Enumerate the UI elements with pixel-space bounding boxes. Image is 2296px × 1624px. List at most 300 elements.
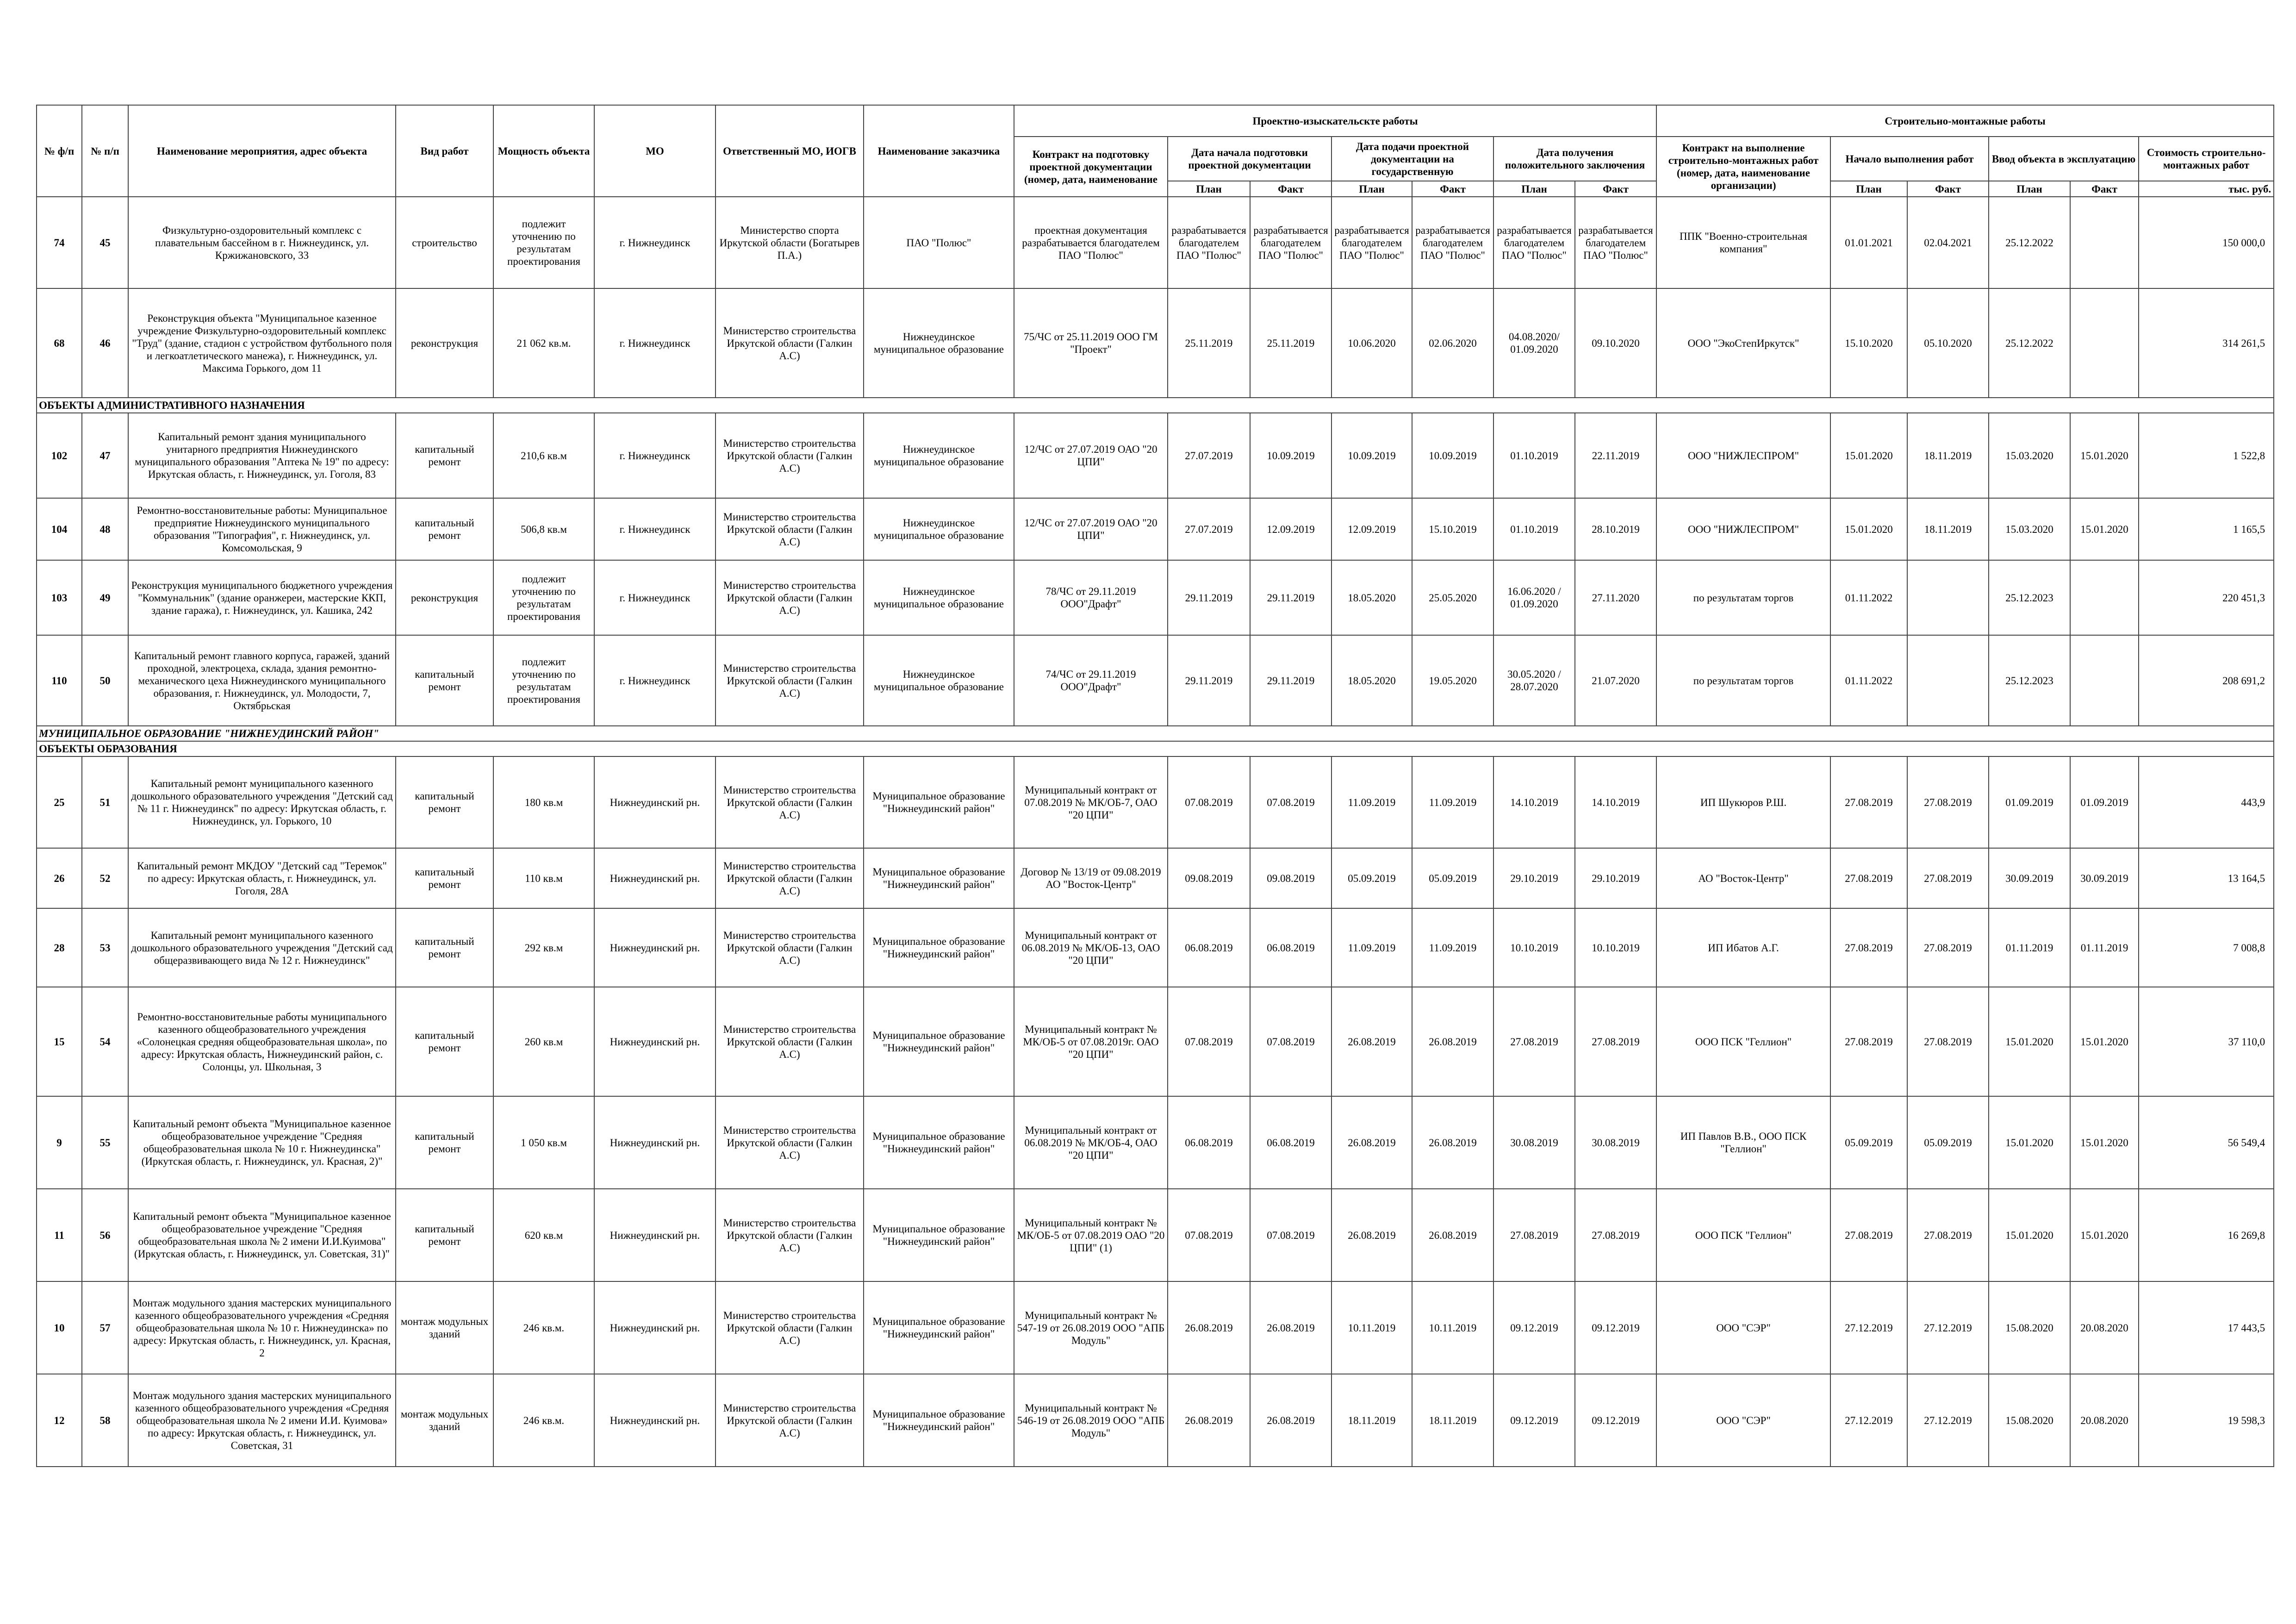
table-row xyxy=(37,413,2274,498)
commission-plan: 15.08.2020 xyxy=(1989,1374,2070,1467)
design-contract: Муниципальный контракт от 06.08.2019 № МК/ОБ-4, ОАО "20 ЦПИ" xyxy=(1014,1096,1168,1189)
row-np: 53 xyxy=(82,908,128,987)
customer: Нижнеудинское муниципальное образование xyxy=(864,413,1014,498)
commission-fact: 15.01.2020 xyxy=(2070,987,2139,1096)
submission-fact: 11.09.2019 xyxy=(1412,908,1493,987)
municipality: г. Нижнеудинск xyxy=(594,560,716,635)
design-contract: 12/ЧС от 27.07.2019 ОАО "20 ЦПИ" xyxy=(1014,413,1168,498)
table-row xyxy=(37,987,2274,1096)
cm-start-plan: 15.01.2020 xyxy=(1830,498,1907,560)
header-fact: Факт xyxy=(1907,181,1989,197)
capacity: 620 кв.м xyxy=(493,1189,594,1281)
object-name: Капитальный ремонт объекта "Муниципальное казенное общеобразовательное учреждение "Средняя общеобразовательная школа № 2 имени И.И.Куимова" (Иркутская область, г. Нижнеудинск, ул. Советская, 31)" xyxy=(128,1189,396,1281)
customer: ПАО "Полюс" xyxy=(864,197,1014,288)
work-type: капитальный ремонт xyxy=(396,635,493,726)
object-name: Физкультурно-оздоровительный комплекс с плавательным бассейном в г. Нижнеудинск, ул. Кржижановского, 33 xyxy=(128,197,396,288)
submission-plan: 18.05.2020 xyxy=(1332,635,1412,726)
municipality: Нижнеудинский рн. xyxy=(594,1189,716,1281)
header-design-start: Дата начала подготовки проектной документации xyxy=(1168,137,1332,181)
row-np: 54 xyxy=(82,987,128,1096)
submission-plan: 10.11.2019 xyxy=(1332,1281,1412,1374)
row-np: 56 xyxy=(82,1189,128,1281)
cm-start-plan: 27.12.2019 xyxy=(1830,1374,1907,1467)
commission-plan: 25.12.2022 xyxy=(1989,288,2070,398)
conclusion-plan: 01.10.2019 xyxy=(1493,498,1575,560)
customer: Муниципальное образование "Нижнеудинский район" xyxy=(864,756,1014,848)
municipality: Нижнеудинский рн. xyxy=(594,908,716,987)
design-start-fact: 26.08.2019 xyxy=(1250,1281,1332,1374)
submission-fact: 15.10.2019 xyxy=(1412,498,1493,560)
header-fp: № ф/п xyxy=(37,105,82,197)
header-conclusion: Дата получения положительного заключения xyxy=(1493,137,1656,181)
municipality: Нижнеудинский рн. xyxy=(594,987,716,1096)
responsible: Министерство строительства Иркутской области (Галкин А.С) xyxy=(716,288,864,398)
cm-start-plan: 27.12.2019 xyxy=(1830,1281,1907,1374)
table-row xyxy=(37,197,2274,288)
row-fp: 25 xyxy=(37,756,82,848)
cm-start-fact: 05.10.2020 xyxy=(1907,288,1989,398)
conclusion-fact: 30.08.2019 xyxy=(1575,1096,1656,1189)
design-contract: Муниципальный контракт № 546-19 от 26.08.2019 ООО "АПБ Модуль" xyxy=(1014,1374,1168,1467)
commission-fact: 30.09.2019 xyxy=(2070,848,2139,908)
construction-table xyxy=(36,105,2274,1467)
conclusion-fact: 09.12.2019 xyxy=(1575,1374,1656,1467)
design-contract: проектная документация разрабатывается благодателем ПАО "Полюс" xyxy=(1014,197,1168,288)
conclusion-fact: 10.10.2019 xyxy=(1575,908,1656,987)
submission-plan: 12.09.2019 xyxy=(1332,498,1412,560)
section-row xyxy=(37,398,2274,413)
commission-fact xyxy=(2070,635,2139,726)
conclusion-fact: 27.08.2019 xyxy=(1575,987,1656,1096)
work-type: капитальный ремонт xyxy=(396,908,493,987)
work-type: реконструкция xyxy=(396,560,493,635)
municipality: г. Нижнеудинск xyxy=(594,635,716,726)
submission-fact: 26.08.2019 xyxy=(1412,1096,1493,1189)
row-np: 50 xyxy=(82,635,128,726)
header-fact: Факт xyxy=(1250,181,1332,197)
design-start-plan: 29.11.2019 xyxy=(1168,560,1250,635)
commission-fact xyxy=(2070,288,2139,398)
cost: 1 522,8 xyxy=(2139,413,2274,498)
municipality: Нижнеудинский рн. xyxy=(594,1374,716,1467)
table-row xyxy=(37,1096,2274,1189)
design-contract: Муниципальный контракт от 07.08.2019 № МК/ОБ-7, ОАО "20 ЦПИ" xyxy=(1014,756,1168,848)
customer: Нижнеудинское муниципальное образование xyxy=(864,288,1014,398)
cm-start-fact: 27.08.2019 xyxy=(1907,987,1989,1096)
capacity: 506,8 кв.м xyxy=(493,498,594,560)
design-contract: Муниципальный контракт № МК/ОБ-5 от 07.08.2019 ОАО "20 ЦПИ" (1) xyxy=(1014,1189,1168,1281)
header-group-construction: Строительно-монтажные работы xyxy=(1656,105,2274,137)
row-fp: 9 xyxy=(37,1096,82,1189)
design-start-fact: 26.08.2019 xyxy=(1250,1374,1332,1467)
conclusion-fact: разрабатывается благодателем ПАО "Полюс" xyxy=(1575,197,1656,288)
section-title: МУНИЦИПАЛЬНОЕ ОБРАЗОВАНИЕ "НИЖНЕУДИНСКИЙ РАЙОН" xyxy=(37,726,2274,741)
capacity: 210,6 кв.м xyxy=(493,413,594,498)
submission-plan: 18.11.2019 xyxy=(1332,1374,1412,1467)
table-row xyxy=(37,288,2274,398)
commission-fact xyxy=(2070,560,2139,635)
design-start-plan: 09.08.2019 xyxy=(1168,848,1250,908)
row-fp: 28 xyxy=(37,908,82,987)
cost: 1 165,5 xyxy=(2139,498,2274,560)
header-submission: Дата подачи проектной документации на государственную xyxy=(1332,137,1493,181)
row-np: 45 xyxy=(82,197,128,288)
cm-start-fact: 05.09.2019 xyxy=(1907,1096,1989,1189)
municipality: Нижнеудинский рн. xyxy=(594,1281,716,1374)
cm-start-fact: 27.08.2019 xyxy=(1907,756,1989,848)
cost: 443,9 xyxy=(2139,756,2274,848)
cm-start-plan: 27.08.2019 xyxy=(1830,756,1907,848)
commission-plan: 30.09.2019 xyxy=(1989,848,2070,908)
submission-fact: 05.09.2019 xyxy=(1412,848,1493,908)
design-contract: 74/ЧС от 29.11.2019 ООО"Драфт" xyxy=(1014,635,1168,726)
header-cost: Стоимость строительно-монтажных работ xyxy=(2139,137,2274,181)
table-row xyxy=(37,908,2274,987)
design-contract: Муниципальный контракт № 547-19 от 26.08.2019 ООО "АПБ Модуль" xyxy=(1014,1281,1168,1374)
cm-start-plan: 01.11.2022 xyxy=(1830,560,1907,635)
capacity: подлежит уточнению по результатам проектирования xyxy=(493,560,594,635)
customer: Нижнеудинское муниципальное образование xyxy=(864,498,1014,560)
design-start-fact: 06.08.2019 xyxy=(1250,1096,1332,1189)
work-type: монтаж модульных зданий xyxy=(396,1281,493,1374)
cm-contract: ООО ПСК "Геллион" xyxy=(1656,1189,1830,1281)
cost: 220 451,3 xyxy=(2139,560,2274,635)
row-fp: 10 xyxy=(37,1281,82,1374)
customer: Нижнеудинское муниципальное образование xyxy=(864,560,1014,635)
submission-fact: 02.06.2020 xyxy=(1412,288,1493,398)
design-start-fact: 25.11.2019 xyxy=(1250,288,1332,398)
design-contract: 12/ЧС от 27.07.2019 ОАО "20 ЦПИ" xyxy=(1014,498,1168,560)
responsible: Министерство строительства Иркутской области (Галкин А.С) xyxy=(716,848,864,908)
cost: 19 598,3 xyxy=(2139,1374,2274,1467)
cm-start-plan: 15.01.2020 xyxy=(1830,413,1907,498)
responsible: Министерство строительства Иркутской области (Галкин А.С) xyxy=(716,908,864,987)
row-np: 46 xyxy=(82,288,128,398)
commission-fact: 01.09.2019 xyxy=(2070,756,2139,848)
conclusion-plan: 27.08.2019 xyxy=(1493,1189,1575,1281)
row-fp: 74 xyxy=(37,197,82,288)
responsible: Министерство строительства Иркутской области (Галкин А.С) xyxy=(716,1189,864,1281)
conclusion-fact: 28.10.2019 xyxy=(1575,498,1656,560)
capacity: 180 кв.м xyxy=(493,756,594,848)
cm-contract: ИП Шукюров Р.Ш. xyxy=(1656,756,1830,848)
row-np: 55 xyxy=(82,1096,128,1189)
responsible: Министерство строительства Иркутской области (Галкин А.С) xyxy=(716,560,864,635)
commission-plan: 15.01.2020 xyxy=(1989,1189,2070,1281)
capacity: 1 050 кв.м xyxy=(493,1096,594,1189)
header-group-design: Проектно-изыскательскте работы xyxy=(1014,105,1656,137)
commission-plan: 25.12.2022 xyxy=(1989,197,2070,288)
cm-contract: ИП Павлов В.В., ООО ПСК "Геллион" xyxy=(1656,1096,1830,1189)
design-start-fact: 06.08.2019 xyxy=(1250,908,1332,987)
submission-fact: 10.11.2019 xyxy=(1412,1281,1493,1374)
commission-plan: 01.09.2019 xyxy=(1989,756,2070,848)
row-np: 48 xyxy=(82,498,128,560)
object-name: Ремонтно-восстановительные работы муниципального казенного общеобразовательного учреждения «Солонецкая средняя общеобразовательная школа», по адресу: Иркутская область, Нижнеудинский район, с. Солонцы, ул. Школьная, 3 xyxy=(128,987,396,1096)
header-fact: Факт xyxy=(1575,181,1656,197)
commission-fact: 15.01.2020 xyxy=(2070,1096,2139,1189)
design-start-fact: 09.08.2019 xyxy=(1250,848,1332,908)
municipality: Нижнеудинский рн. xyxy=(594,756,716,848)
commission-plan: 01.11.2019 xyxy=(1989,908,2070,987)
submission-plan: 26.08.2019 xyxy=(1332,987,1412,1096)
municipality: Нижнеудинский рн. xyxy=(594,1096,716,1189)
design-start-fact: 12.09.2019 xyxy=(1250,498,1332,560)
submission-plan: 11.09.2019 xyxy=(1332,908,1412,987)
design-start-plan: 07.08.2019 xyxy=(1168,1189,1250,1281)
section-row xyxy=(37,726,2274,741)
cm-contract: АО "Восток-Центр" xyxy=(1656,848,1830,908)
design-start-fact: 29.11.2019 xyxy=(1250,560,1332,635)
capacity: 110 кв.м xyxy=(493,848,594,908)
row-fp: 110 xyxy=(37,635,82,726)
cm-start-plan: 27.08.2019 xyxy=(1830,1189,1907,1281)
commission-plan: 15.03.2020 xyxy=(1989,413,2070,498)
header-plan: План xyxy=(1168,181,1250,197)
header-np: № п/п xyxy=(82,105,128,197)
header-fact: Факт xyxy=(1412,181,1493,197)
row-fp: 12 xyxy=(37,1374,82,1467)
submission-plan: разрабатывается благодателем ПАО "Полюс" xyxy=(1332,197,1412,288)
design-start-fact: разрабатывается благодателем ПАО "Полюс" xyxy=(1250,197,1332,288)
conclusion-plan: 04.08.2020/ 01.09.2020 xyxy=(1493,288,1575,398)
commission-fact: 01.11.2019 xyxy=(2070,908,2139,987)
work-type: монтаж модульных зданий xyxy=(396,1374,493,1467)
object-name: Капитальный ремонт муниципального казенного дошкольного образовательного учреждения "Детский сад № 11 г. Нижнеудинск" по адресу: Иркутская область, г. Нижнеудинск, ул. Горького, 10 xyxy=(128,756,396,848)
commission-plan: 15.01.2020 xyxy=(1989,1096,2070,1189)
customer: Муниципальное образование "Нижнеудинский район" xyxy=(864,908,1014,987)
table-row xyxy=(37,756,2274,848)
table-row xyxy=(37,560,2274,635)
cm-start-fact: 27.12.2019 xyxy=(1907,1374,1989,1467)
work-type: капитальный ремонт xyxy=(396,848,493,908)
design-start-plan: 27.07.2019 xyxy=(1168,498,1250,560)
submission-plan: 11.09.2019 xyxy=(1332,756,1412,848)
cm-start-plan: 27.08.2019 xyxy=(1830,987,1907,1096)
cm-start-plan: 05.09.2019 xyxy=(1830,1096,1907,1189)
cm-contract: по результатам торгов xyxy=(1656,635,1830,726)
design-start-plan: 07.08.2019 xyxy=(1168,987,1250,1096)
table-row xyxy=(37,1189,2274,1281)
cm-start-fact: 02.04.2021 xyxy=(1907,197,1989,288)
cost: 208 691,2 xyxy=(2139,635,2274,726)
work-type: капитальный ремонт xyxy=(396,413,493,498)
responsible: Министерство спорта Иркутской области (Богатырев П.А.) xyxy=(716,197,864,288)
commission-plan: 25.12.2023 xyxy=(1989,635,2070,726)
municipality: г. Нижнеудинск xyxy=(594,288,716,398)
design-start-plan: 29.11.2019 xyxy=(1168,635,1250,726)
capacity: 292 кв.м xyxy=(493,908,594,987)
object-name: Монтаж модульного здания мастерских муниципального казенного общеобразовательного учреждения «Средняя общеобразовательная школа № 2 имени И.И. Куимова» по адресу: Иркутская область, г. Нижнеудинск, ул. Советская, 31 xyxy=(128,1374,396,1467)
conclusion-plan: 29.10.2019 xyxy=(1493,848,1575,908)
object-name: Реконструкция муниципального бюджетного учреждения "Коммунальник" (здание оранжереи, мастерские ККП, здание гаража), г. Нижнеудинск, ул. Кашика, 242 xyxy=(128,560,396,635)
design-start-fact: 29.11.2019 xyxy=(1250,635,1332,726)
design-contract: Муниципальный контракт № МК/ОБ-5 от 07.08.2019г. ОАО "20 ЦПИ" xyxy=(1014,987,1168,1096)
commission-plan: 15.08.2020 xyxy=(1989,1281,2070,1374)
object-name: Капитальный ремонт муниципального казенного дошкольного образовательного учреждения "Детский сад общеразвивающего вида № 12 г. Нижнеудинск" xyxy=(128,908,396,987)
header-plan: План xyxy=(1493,181,1575,197)
cm-start-fact: 18.11.2019 xyxy=(1907,413,1989,498)
row-np: 52 xyxy=(82,848,128,908)
municipality: г. Нижнеудинск xyxy=(594,413,716,498)
cm-start-fact: 27.08.2019 xyxy=(1907,848,1989,908)
cost: 150 000,0 xyxy=(2139,197,2274,288)
municipality: Нижнеудинский рн. xyxy=(594,848,716,908)
cm-contract: ООО "СЭР" xyxy=(1656,1281,1830,1374)
row-fp: 104 xyxy=(37,498,82,560)
customer: Муниципальное образование "Нижнеудинский район" xyxy=(864,1281,1014,1374)
table-row xyxy=(37,1374,2274,1467)
header-plan: План xyxy=(1830,181,1907,197)
header-mo: МО xyxy=(594,105,716,197)
report-sheet xyxy=(36,105,2271,1467)
cm-contract: ИП Ибатов А.Г. xyxy=(1656,908,1830,987)
submission-fact: 10.09.2019 xyxy=(1412,413,1493,498)
header-capacity: Мощность объекта xyxy=(493,105,594,197)
design-start-plan: 26.08.2019 xyxy=(1168,1374,1250,1467)
cost: 17 443,5 xyxy=(2139,1281,2274,1374)
object-name: Капитальный ремонт МКДОУ "Детский сад "Теремок" по адресу: Иркутская область, г. Нижнеудинск, ул. Гоголя, 28А xyxy=(128,848,396,908)
object-name: Капитальный ремонт здания муниципального унитарного предприятия Нижнеудинского муниципального образования "Аптека № 19" по адресу: Иркутская область, г. Нижнеудинск, ул. Гоголя, 83 xyxy=(128,413,396,498)
submission-plan: 05.09.2019 xyxy=(1332,848,1412,908)
customer: Муниципальное образование "Нижнеудинский район" xyxy=(864,1096,1014,1189)
cost: 7 008,8 xyxy=(2139,908,2274,987)
header-fact: Факт xyxy=(2070,181,2139,197)
cm-start-fact: 27.08.2019 xyxy=(1907,908,1989,987)
row-fp: 68 xyxy=(37,288,82,398)
cost: 16 269,8 xyxy=(2139,1189,2274,1281)
cm-contract: по результатам торгов xyxy=(1656,560,1830,635)
work-type: капитальный ремонт xyxy=(396,987,493,1096)
header-name: Наименование мероприятия, адрес объекта xyxy=(128,105,396,197)
submission-fact: разрабатывается благодателем ПАО "Полюс" xyxy=(1412,197,1493,288)
header-responsible: Ответственный МО, ИОГВ xyxy=(716,105,864,197)
design-start-plan: 25.11.2019 xyxy=(1168,288,1250,398)
design-start-fact: 07.08.2019 xyxy=(1250,987,1332,1096)
cost: 56 549,4 xyxy=(2139,1096,2274,1189)
cm-contract: ООО "НИЖЛЕСПРОМ" xyxy=(1656,498,1830,560)
table-body xyxy=(37,197,2274,1467)
commission-fact: 15.01.2020 xyxy=(2070,498,2139,560)
conclusion-fact: 22.11.2019 xyxy=(1575,413,1656,498)
row-np: 58 xyxy=(82,1374,128,1467)
customer: Муниципальное образование "Нижнеудинский район" xyxy=(864,1189,1014,1281)
cm-start-fact xyxy=(1907,635,1989,726)
municipality: г. Нижнеудинск xyxy=(594,197,716,288)
conclusion-fact: 09.10.2020 xyxy=(1575,288,1656,398)
header-cost-unit: тыс. руб. xyxy=(2139,181,2274,197)
cm-start-plan: 27.08.2019 xyxy=(1830,848,1907,908)
cm-start-plan: 01.01.2021 xyxy=(1830,197,1907,288)
table-row xyxy=(37,1281,2274,1374)
header-customer: Наименование заказчика xyxy=(864,105,1014,197)
header-worktype: Вид работ xyxy=(396,105,493,197)
submission-plan: 18.05.2020 xyxy=(1332,560,1412,635)
submission-fact: 26.08.2019 xyxy=(1412,987,1493,1096)
conclusion-fact: 14.10.2019 xyxy=(1575,756,1656,848)
design-start-plan: 06.08.2019 xyxy=(1168,908,1250,987)
commission-fact: 15.01.2020 xyxy=(2070,413,2139,498)
submission-plan: 10.09.2019 xyxy=(1332,413,1412,498)
section-title: ОБЪЕКТЫ ОБРАЗОВАНИЯ xyxy=(37,741,2274,756)
design-contract: 78/ЧС от 29.11.2019 ООО"Драфт" xyxy=(1014,560,1168,635)
cm-start-fact xyxy=(1907,560,1989,635)
cost: 314 261,5 xyxy=(2139,288,2274,398)
row-fp: 103 xyxy=(37,560,82,635)
cm-start-fact: 18.11.2019 xyxy=(1907,498,1989,560)
capacity: 246 кв.м. xyxy=(493,1374,594,1467)
conclusion-fact: 27.08.2019 xyxy=(1575,1189,1656,1281)
design-start-plan: 27.07.2019 xyxy=(1168,413,1250,498)
customer: Муниципальное образование "Нижнеудинский район" xyxy=(864,987,1014,1096)
section-row xyxy=(37,741,2274,756)
design-start-fact: 10.09.2019 xyxy=(1250,413,1332,498)
submission-fact: 25.05.2020 xyxy=(1412,560,1493,635)
cm-start-fact: 27.12.2019 xyxy=(1907,1281,1989,1374)
table-row xyxy=(37,848,2274,908)
responsible: Министерство строительства Иркутской области (Галкин А.С) xyxy=(716,1096,864,1189)
row-np: 47 xyxy=(82,413,128,498)
responsible: Министерство строительства Иркутской области (Галкин А.С) xyxy=(716,498,864,560)
cost: 37 110,0 xyxy=(2139,987,2274,1096)
work-type: капитальный ремонт xyxy=(396,1189,493,1281)
customer: Муниципальное образование "Нижнеудинский район" xyxy=(864,1374,1014,1467)
conclusion-plan: 16.06.2020 / 01.09.2020 xyxy=(1493,560,1575,635)
work-type: капитальный ремонт xyxy=(396,498,493,560)
object-name: Ремонтно-восстановительные работы: Муниципальное предприятие Нижнеудинского муниципального образования "Типография", г. Нижнеудинск, ул. Комсомольская, 9 xyxy=(128,498,396,560)
responsible: Министерство строительства Иркутской области (Галкин А.С) xyxy=(716,1281,864,1374)
design-contract: 75/ЧС от 25.11.2019 ООО ГМ "Проект" xyxy=(1014,288,1168,398)
conclusion-fact: 27.11.2020 xyxy=(1575,560,1656,635)
customer: Нижнеудинское муниципальное образование xyxy=(864,635,1014,726)
cost: 13 164,5 xyxy=(2139,848,2274,908)
cm-start-plan: 27.08.2019 xyxy=(1830,908,1907,987)
commission-fact: 20.08.2020 xyxy=(2070,1374,2139,1467)
cm-contract: ООО "ЭкоСтепИркутск" xyxy=(1656,288,1830,398)
municipality: г. Нижнеудинск xyxy=(594,498,716,560)
commission-plan: 15.03.2020 xyxy=(1989,498,2070,560)
commission-fact: 20.08.2020 xyxy=(2070,1281,2139,1374)
object-name: Капитальный ремонт главного корпуса, гаражей, зданий проходной, электроцеха, склада, здания ремонтно-механического цеха Нижнеудинского муниципального образования, г. Нижнеудинск, ул. Молодости, 7, Октябрьская xyxy=(128,635,396,726)
table-row xyxy=(37,498,2274,560)
responsible: Министерство строительства Иркутской области (Галкин А.С) xyxy=(716,413,864,498)
conclusion-fact: 09.12.2019 xyxy=(1575,1281,1656,1374)
submission-fact: 19.05.2020 xyxy=(1412,635,1493,726)
commission-fact: 15.01.2020 xyxy=(2070,1189,2139,1281)
commission-plan: 15.01.2020 xyxy=(1989,987,2070,1096)
customer: Муниципальное образование "Нижнеудинский район" xyxy=(864,848,1014,908)
row-np: 49 xyxy=(82,560,128,635)
work-type: капитальный ремонт xyxy=(396,1096,493,1189)
commission-fact xyxy=(2070,197,2139,288)
submission-plan: 26.08.2019 xyxy=(1332,1189,1412,1281)
conclusion-fact: 21.07.2020 xyxy=(1575,635,1656,726)
conclusion-plan: 10.10.2019 xyxy=(1493,908,1575,987)
cm-start-plan: 15.10.2020 xyxy=(1830,288,1907,398)
header-commission: Ввод объекта в эксплуатацию xyxy=(1989,137,2139,181)
conclusion-plan: 09.12.2019 xyxy=(1493,1374,1575,1467)
conclusion-plan: 27.08.2019 xyxy=(1493,987,1575,1096)
submission-fact: 11.09.2019 xyxy=(1412,756,1493,848)
header-design-contract: Контракт на подготовку проектной документации (номер, дата, наименование xyxy=(1014,137,1168,197)
capacity: подлежит уточнению по результатам проектирования xyxy=(493,635,594,726)
header-plan: План xyxy=(1989,181,2070,197)
cm-contract: ППК "Военно-строительная компания" xyxy=(1656,197,1830,288)
responsible: Министерство строительства Иркутской области (Галкин А.С) xyxy=(716,756,864,848)
row-fp: 11 xyxy=(37,1189,82,1281)
work-type: капитальный ремонт xyxy=(396,756,493,848)
row-fp: 15 xyxy=(37,987,82,1096)
